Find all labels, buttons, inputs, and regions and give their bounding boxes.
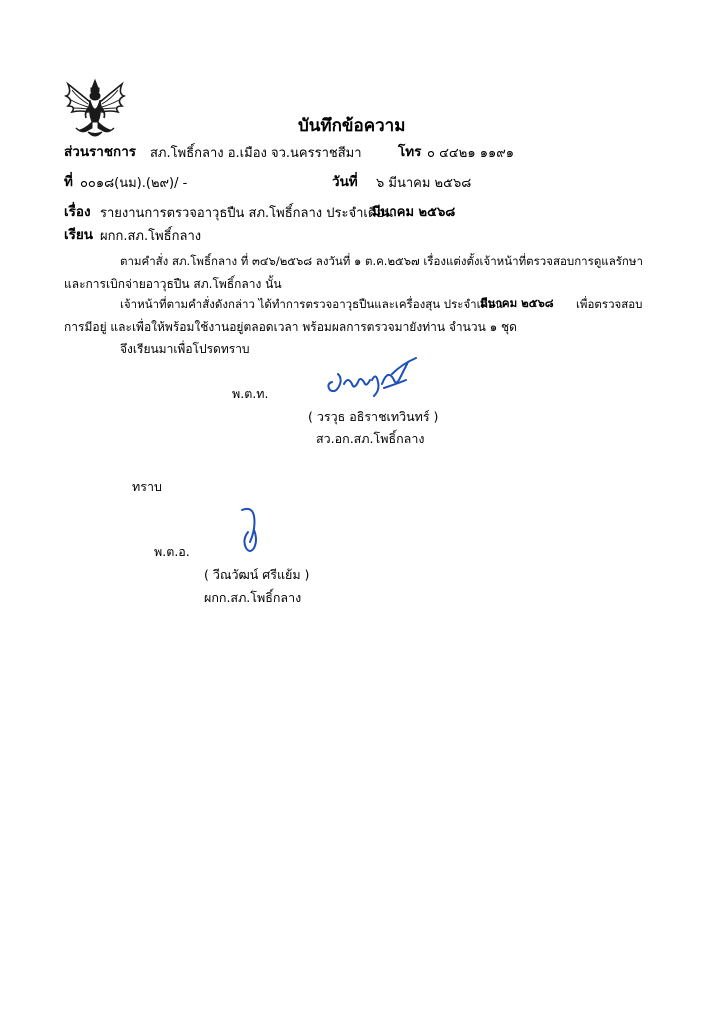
to-value: ผกก.สภ.โพธิ์กลาง [100, 229, 202, 244]
to-label: เรียน [64, 227, 94, 243]
phone-value: ๐ ๔๔๒๑ ๑๑๙๑ [427, 146, 514, 161]
paragraph-2-line-2: การมีอยู่ และเพื่อให้พร้อมใช้งานอยู่ตลอดเวลา พร้อมผลการตรวจมายังท่าน จำนวน ๑ ชุด [64, 320, 517, 334]
subject-value: รายงานการตรวจอาวุธปืน สภ.โพธิ์กลาง ประจำเดือน [100, 206, 393, 221]
agency-label: ส่วนราชการ [64, 144, 137, 160]
signature-1-icon [322, 354, 422, 400]
subject-month: มีนาคม ๒๕๖๘ [372, 205, 456, 220]
date-label: วันที่ [332, 174, 358, 190]
ref-value: ๐๐๑๘(นม).(๒๙)/ - [80, 176, 188, 191]
approval-label: ทราบ [132, 479, 162, 494]
signer1-name: ( วรวุธ อธิราชเทวินทร์ ) [308, 409, 439, 424]
paragraph-2-line-1-b: เพื่อตรวจสอบ [576, 297, 643, 311]
paragraph-1-line-1: ตามคำสั่ง สภ.โพธิ์กลาง ที่ ๓๔๖/๒๕๖๘ ลงวันที่ ๑ ต.ค.๒๕๖๗ เรื่องแต่งตั้งเจ้าหน้าที่ตรวจสอบการดูแลรักษา [120, 254, 643, 268]
agency-value: สภ.โพธิ์กลาง อ.เมือง จว.นครราชสีมา [150, 146, 362, 161]
document-title: บันทึกข้อความ [298, 116, 406, 136]
ref-label: ที่ [64, 174, 73, 190]
paragraph-2-line-1-a: เจ้าหน้าที่ตามคำสั่งดังกล่าว ได้ทำการตรวจอาวุธปืนและเครื่องสุน ประจำเดือน [120, 297, 503, 311]
paragraph-2-month: มีนาคม ๒๕๖๘ [480, 296, 554, 310]
phone-label: โทร [398, 144, 422, 160]
signer1-position: สว.อก.สภ.โพธิ์กลาง [316, 431, 425, 446]
signer1-rank: พ.ต.ท. [232, 386, 269, 401]
subject-label: เรื่อง [64, 204, 91, 220]
signer2-position: ผกก.สภ.โพธิ์กลาง [204, 590, 302, 605]
signer2-name: ( วีณวัฒน์ ศรีแย้ม ) [204, 567, 310, 582]
paragraph-1-line-2: และการเบิกจ่ายอาวุธปืน สภ.โพธิ์กลาง นั้น [64, 277, 282, 291]
signature-2-icon [236, 504, 266, 556]
garuda-emblem-icon [62, 78, 128, 140]
date-value: ๖ มีนาคม ๒๕๖๘ [376, 176, 472, 191]
paragraph-3: จึงเรียนมาเพื่อโปรดทราบ [120, 342, 250, 356]
signer2-rank: พ.ต.อ. [154, 544, 190, 559]
